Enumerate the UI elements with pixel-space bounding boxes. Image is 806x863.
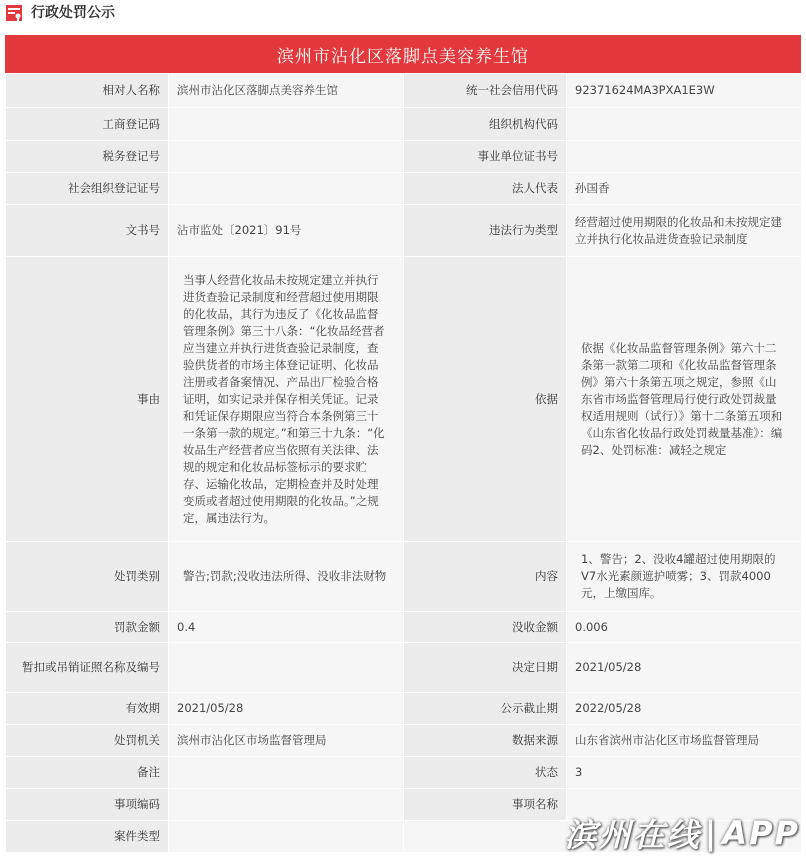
table-row — [6, 257, 802, 542]
watermark-text-left: 滨州在线 — [564, 816, 701, 854]
biz-reg-value — [169, 108, 404, 141]
field-label: 事项名称 — [404, 789, 567, 821]
case-type-value — [169, 821, 404, 853]
table-row — [6, 693, 802, 725]
xdr-name-value: 滨州市沾化区落脚点美容养生馆 — [169, 74, 404, 108]
field-label: 内容 — [404, 542, 567, 612]
doc-no-value: 沾市监处〔2021〕91号 — [169, 205, 404, 257]
watermark-logo — [565, 805, 800, 861]
field-label: 有效期 — [6, 693, 169, 725]
table-row — [6, 612, 802, 643]
field-label: 依据 — [404, 257, 567, 542]
field-label: 违法行为类型 — [404, 205, 567, 257]
table-row — [6, 108, 802, 141]
field-label: 暂扣或吊销证照名称及编号 — [6, 643, 169, 693]
inst-cert-value — [567, 141, 802, 173]
table-row — [6, 173, 802, 205]
field-label: 事由 — [6, 257, 169, 542]
field-label: 罚款金额 — [6, 612, 169, 643]
source-value: 山东省滨州市沾化区市场监督管理局 — [567, 725, 802, 757]
status-value: 3 — [567, 757, 802, 789]
basis-value: 依据《化妆品监督管理条例》第六十二条第一款第二项和《化妆品监督管理条例》第六十条第五项之规定，参照《山东省市场监督管理局行使行政处罚裁量权适用规则（试行）》第十二条第五项和《山东省化妆品行政处罚裁量基准》：编码2、处罚标准：减轻之规定 — [567, 257, 802, 542]
field-label: 案件类型 — [6, 821, 169, 853]
table-row — [6, 141, 802, 173]
content-value: 1、警告；2、没收4罐超过使用期限的V7水光素颜遮护喷雾；3、罚款4000元，上缴国库。 — [567, 542, 802, 612]
table-row — [6, 542, 802, 612]
field-label: 备注 — [6, 757, 169, 789]
table-row — [6, 643, 802, 693]
page-title: 行政处罚公示 — [31, 5, 115, 21]
penalty-category-value: 警告;罚款;没收违法所得、没收非法财物 — [169, 542, 404, 612]
violation-type-value: 经营超过使用期限的化妆品和未按规定建立并执行化妆品进货查验记录制度 — [567, 205, 802, 257]
field-label: 相对人名称 — [6, 74, 169, 108]
legal-rep-value: 孙国香 — [567, 173, 802, 205]
revoke-value — [169, 643, 404, 693]
fine-value: 0.4 — [169, 612, 404, 643]
watermark-separator: | — [704, 814, 719, 852]
certificate-icon — [5, 4, 23, 22]
table-row — [6, 725, 802, 757]
watermark-text-right: APP — [722, 814, 800, 852]
field-label: 法人代表 — [404, 173, 567, 205]
publish-end-value: 2022/05/28 — [567, 693, 802, 725]
table-row — [6, 205, 802, 257]
field-label: 数据来源 — [404, 725, 567, 757]
field-label: 社会组织登记证号 — [6, 173, 169, 205]
field-label: 事项编码 — [6, 789, 169, 821]
item-code-value — [169, 789, 404, 821]
field-label: 文书号 — [6, 205, 169, 257]
field-label: 没收金额 — [404, 612, 567, 643]
field-label: 工商登记码 — [6, 108, 169, 141]
tax-reg-value — [169, 141, 404, 173]
field-label: 处罚机关 — [6, 725, 169, 757]
authority-value: 滨州市沾化区市场监督管理局 — [169, 725, 404, 757]
field-label: 决定日期 — [404, 643, 567, 693]
field-label: 税务登记号 — [6, 141, 169, 173]
field-label: 组织机构代码 — [404, 108, 567, 141]
table-row — [6, 74, 802, 108]
field-label: 处罚类别 — [6, 542, 169, 612]
social-org-value — [169, 173, 404, 205]
page-header — [0, 0, 806, 26]
entity-banner-title: 滨州市沾化区落脚点美容养生馆 — [5, 35, 801, 73]
penalty-info-table — [5, 73, 802, 853]
field-label: 统一社会信用代码 — [404, 74, 567, 108]
field-label: 公示截止期 — [404, 693, 567, 725]
confiscate-value: 0.006 — [567, 612, 802, 643]
field-label: 事业单位证书号 — [404, 141, 567, 173]
table-row — [6, 757, 802, 789]
credit-code-value: 92371624MA3PXA1E3W — [567, 74, 802, 108]
reason-value: 当事人经营化妆品未按规定建立并执行进货查验记录制度和经营超过使用期限的化妆品，其行为违反了《化妆品监督管理条例》第三十八条：“化妆品经营者应当建立并执行进货查验记录制度，查验供货者的市场主体登记证明、化妆品注册或者备案情况、产品出厂检验合格证明，如实记录并保存相关凭证。记录和凭证保存期限应当符合本条例第三十一条第一款的规定。”和第三十九条：“化妆品生产经营者应当依照有关法律、法规的规定和化妆品标签标示的要求贮存、运输化妆品，定期检查并及时处理变质或者超过使用期限的化妆品。”之规定，属违法行为。 — [169, 257, 404, 542]
decision-date-value: 2021/05/28 — [567, 643, 802, 693]
field-label: 状态 — [404, 757, 567, 789]
remark-value — [169, 757, 404, 789]
org-code-value — [567, 108, 802, 141]
valid-value: 2021/05/28 — [169, 693, 404, 725]
